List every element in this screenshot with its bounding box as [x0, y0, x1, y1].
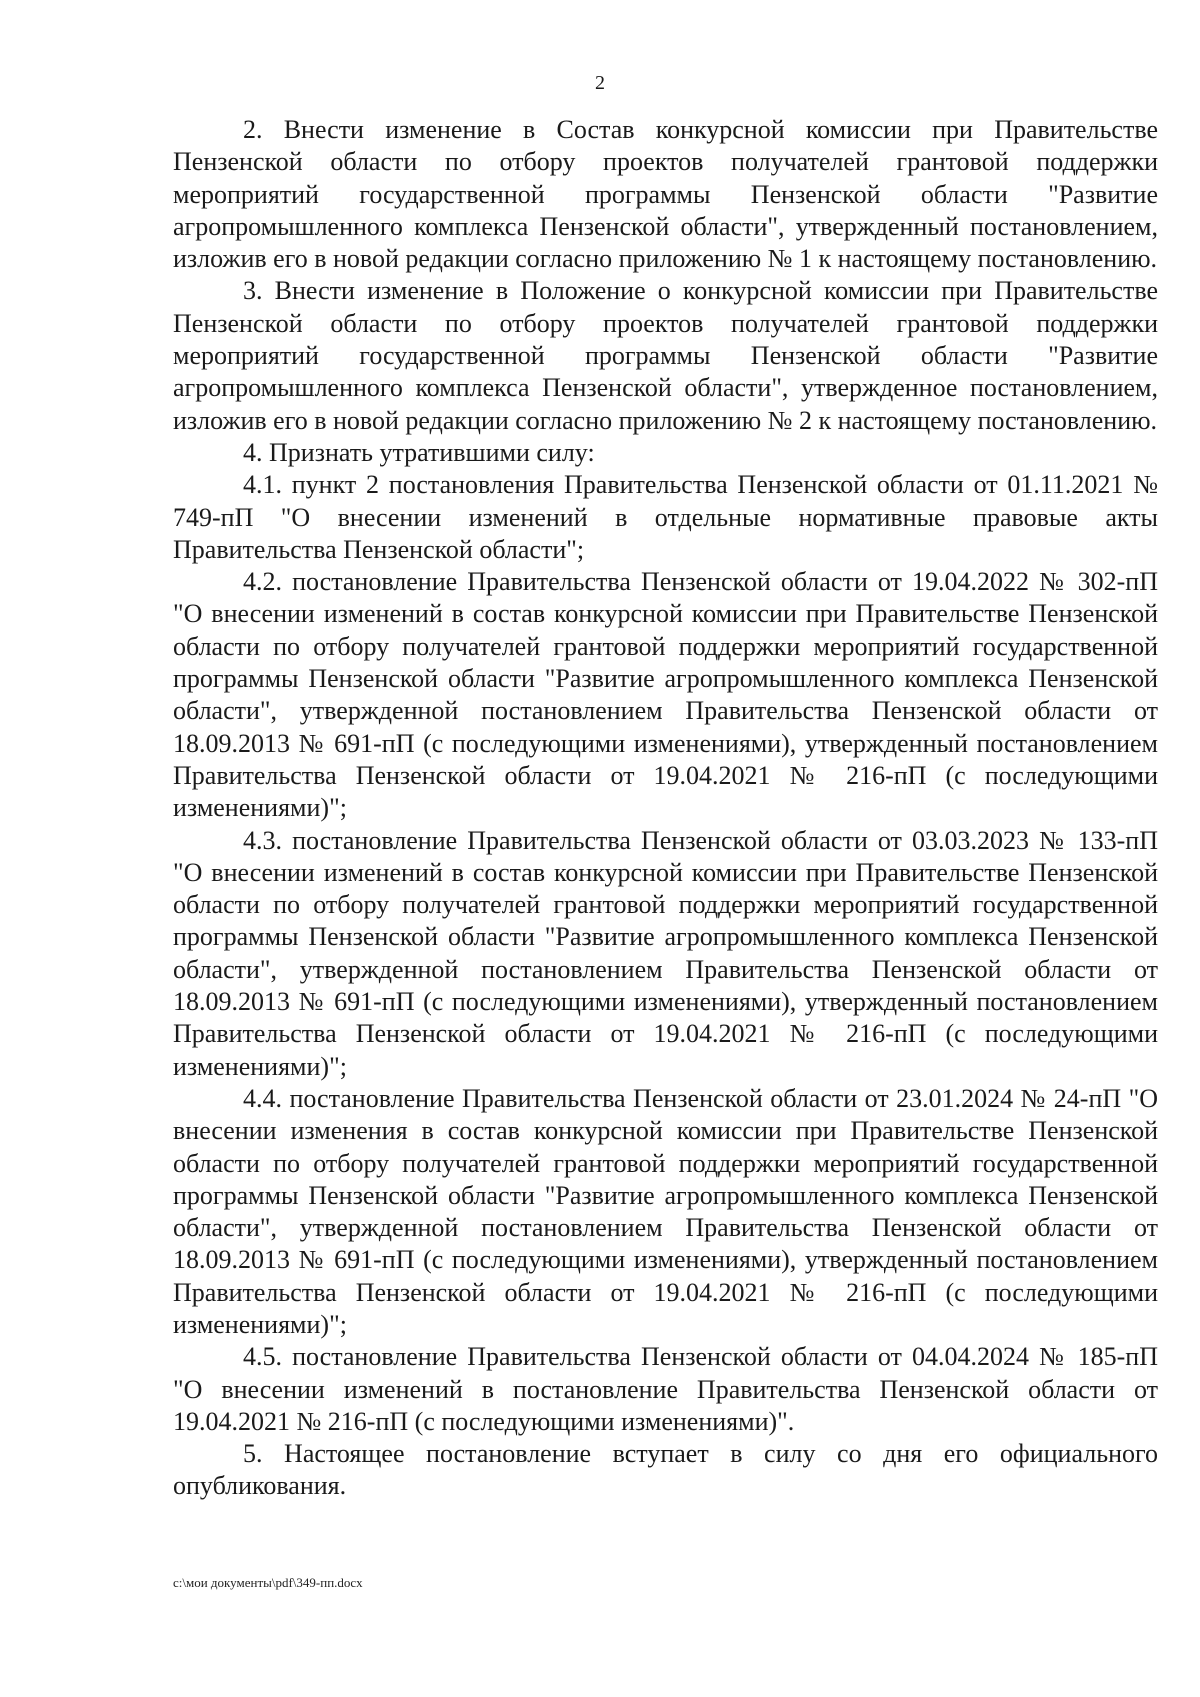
- paragraph-4-5: 4.5. постановление Правительства Пензенской области от 04.04.2024 № 185-пП "О внесении изменений в постановление Правительства Пензенской области от 19.04.2021 № 216-пП (с последующими изменениями)".: [173, 1342, 1158, 1436]
- page-number: 2: [595, 72, 605, 94]
- file-path-footer: c:\мои документы\pdf\349-пп.docx: [173, 1575, 363, 1590]
- paragraph-5: 5. Настоящее постановление вступает в силу со дня его официального опубликования.: [173, 1439, 1158, 1501]
- paragraph-4: 4. Признать утратившими силу:: [243, 437, 595, 467]
- paragraph-2: 2. Внести изменение в Состав конкурсной комиссии при Правительстве Пензенской области по отбору проектов получателей грантовой поддержки мероприятий государственной программы Пензенской области "Развитие агропромышленного комплекса Пензенской области", утвержденный постановлением, изложив его в новой редакции согласно приложению № 1 к настоящему постановлению.: [173, 115, 1158, 274]
- paragraph-4-2: 4.2. постановление Правительства Пензенской области от 19.04.2022 № 302-пП "О внесении изменений в состав конкурсной комиссии при Правительстве Пензенской области по отбору получателей грантовой поддержки мероприятий государственной программы Пензенской области "Развитие агропромышленного комплекса Пензенской области", утвержденной постановлением Правительства Пензенской области от 18.09.2013 № 691-пП (с последующими изменениями), утвержденный постановлением Правительства Пензенской области от 19.04.2021 № 216-пП (с последующими изменениями)";: [173, 567, 1158, 823]
- paragraph-4-3: 4.3. постановление Правительства Пензенской области от 03.03.2023 № 133-пП "О внесении изменений в состав конкурсной комиссии при Правительстве Пензенской области по отбору получателей грантовой поддержки мероприятий государственной программы Пензенской области "Развитие агропромышленного комплекса Пензенской области", утвержденной постановлением Правительства Пензенской области от 18.09.2013 № 691-пП (с последующими изменениями), утвержденный постановлением Правительства Пензенской области от 19.04.2021 № 216-пП (с последующими изменениями)";: [173, 825, 1158, 1081]
- paragraph-4-4: 4.4. постановление Правительства Пензенской области от 23.01.2024 № 24-пП "О внесении изменения в состав конкурсной комиссии при Правительстве Пензенской области по отбору получателей грантовой поддержки мероприятий государственной программы Пензенской области "Развитие агропромышленного комплекса Пензенской области", утвержденной постановлением Правительства Пензенской области от 18.09.2013 № 691-пП (с последующими изменениями), утвержденный постановлением Правительства Пензенской области от 19.04.2021 № 216-пП (с последующими изменениями)";: [173, 1083, 1158, 1339]
- paragraph-4-1: 4.1. пункт 2 постановления Правительства Пензенской области от 01.11.2021 № 749-пП "О внесении изменений в отдельные нормативные правовые акты Правительства Пензенской области";: [173, 470, 1158, 564]
- paragraph-3: 3. Внести изменение в Положение о конкурсной комиссии при Правительстве Пензенской области по отбору проектов получателей грантовой поддержки мероприятий государственной программы Пензенской области "Развитие агропромышленного комплекса Пензенской области", утвержденное постановлением, изложив его в новой редакции согласно приложению № 2 к настоящему постановлению.: [173, 276, 1158, 435]
- document-body: [173, 114, 1158, 1503]
